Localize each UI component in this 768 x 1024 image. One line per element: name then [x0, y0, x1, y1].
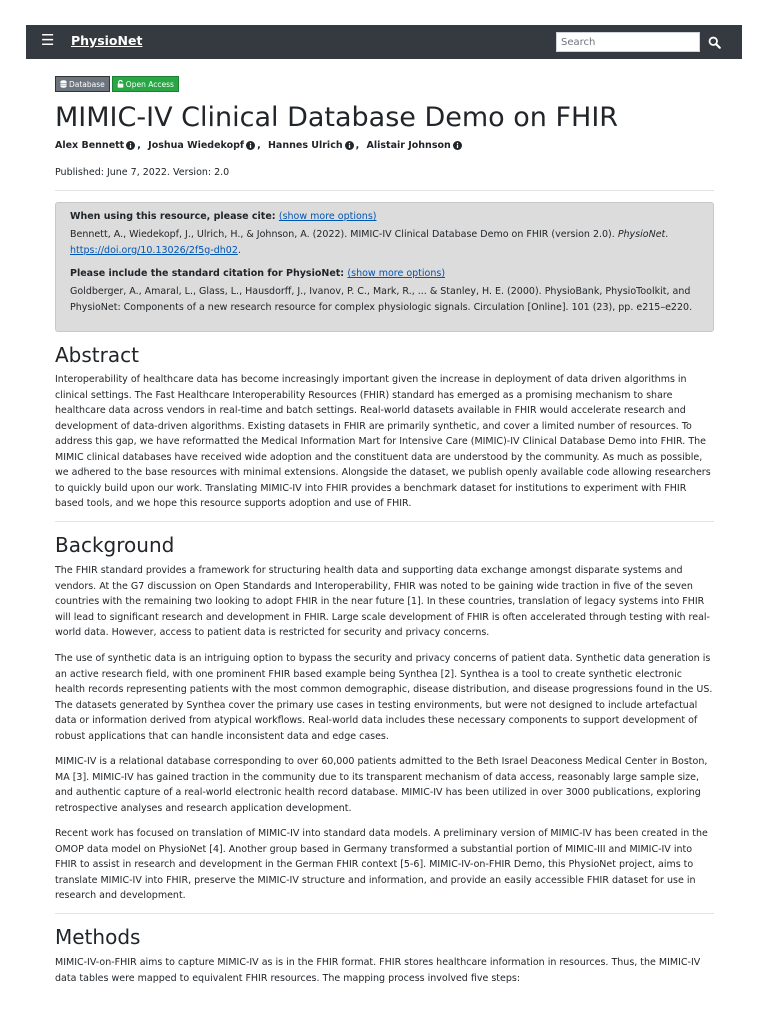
physionet-citation-text: Goldberger, A., Amaral, L., Glass, L., Hausdorff, J., Ivanov, P. C., Mark, R., ... & Stanley, H. E. (2000). PhysioBank, PhysioToolkit, and PhysioNet: Components of a new research resource for complex physiologic signals. Circulation [Online]. 101 (23), pp. e215–e220. [70, 286, 693, 313]
resource-citation-heading: When using this resource, please cite: (show more options) [70, 211, 377, 222]
divider [55, 913, 714, 914]
divider [55, 521, 714, 522]
show-more-options-link[interactable]: (show more options) [278, 211, 377, 222]
navbar [26, 25, 742, 59]
menu-icon[interactable]: ☰ [41, 31, 55, 49]
page-title: MIMIC-IV Clinical Database Demo on FHIR [55, 102, 619, 133]
physionet-citation-heading: Please include the standard citation for PhysioNet: (show more options) [70, 268, 446, 279]
database-icon [60, 80, 67, 88]
unlock-icon [117, 80, 124, 88]
author-name: Hannes Ulrich [267, 140, 343, 151]
info-circle-icon[interactable] [453, 141, 462, 150]
author-name: Joshua Wiedekopf [148, 140, 245, 151]
database-badge-label: Database [69, 80, 105, 89]
abstract-text: Interoperability of healthcare data has become increasingly important given the increase in deployment of data driven algorithms in clinical settings. The Fast Healthcare Interoperability Resources (FHIR) standard has emerged as a promising mechanism to share healthcare data across vendors in real-time and batch settings. Real-world datasets available in FHIR would accelerate research and development of data-driven algorithms. Existing datasets in FHIR are primarily synthetic, and cover a limited number of resources. To address this gap, we have reformatted the Medical Information Mart for Intensive Care (MIMIC)-IV Clinical Database Demo into FHIR. The MIMIC clinical databases have received wide adoption and the constituent data are understood by the community. As much as possible, we adhered to the base resources with minimal extensions. Alongside the dataset, we publish openly available code allowing researchers to quickly build upon our work. Translating MIMIC-IV into FHIR provides a benchmark dataset for institutions to experiment with FHIR based tools, and we hope this resource supports adoption and use of FHIR. [55, 374, 711, 509]
abstract-heading: Abstract [55, 343, 139, 367]
author-item[interactable] [55, 140, 135, 151]
database-badge[interactable] [55, 76, 110, 92]
search-button[interactable] [708, 34, 722, 48]
background-paragraph-3: MIMIC-IV is a relational database corresponding to over 60,000 patients admitted to the Beth Israel Deaconess Medical Center in Boston, MA [3]. MIMIC-IV has gained traction in the community due to its transparent mechanism of data access, reasonably large sample size, and authentic capture of a real-world electronic health record database. MIMIC-IV has been utilized in over 3000 publications, exploring retrospective analyses and research application development. [55, 756, 708, 814]
open-access-badge[interactable] [112, 76, 179, 92]
author-name: Alex Bennett [55, 140, 125, 151]
doi-link[interactable]: https://doi.org/10.13026/2f5g-dh02 [70, 244, 238, 256]
author-item[interactable] [367, 140, 462, 151]
info-circle-icon[interactable] [126, 141, 135, 150]
search-input[interactable] [556, 32, 700, 52]
citation-box [55, 202, 714, 332]
author-item[interactable] [268, 140, 354, 151]
author-name: Alistair Johnson [366, 140, 451, 151]
author-separator: , [257, 140, 261, 151]
info-circle-icon[interactable] [345, 141, 354, 150]
brand-link[interactable]: PhysioNet [71, 33, 143, 48]
open-access-badge-label: Open Access [125, 80, 174, 89]
background-paragraph-4: Recent work has focused on translation of MIMIC-IV into standard data models. A preliminary version of MIMIC-IV has been created in the OMOP data model on PhysioNet [4]. Another group based in Germany transformed a substantial portion of MIMIC-III and MIMIC-IV into FHIR to assist in research and development in the German FHIR context [5-6]. MIMIC-IV-on-FHIR Demo, this PhysioNet project, aims to translate MIMIC-IV into FHIR, preserve the MIMIC-IV structure and information, and provide an easily accessible FHIR dataset for use in research and development. [55, 828, 708, 901]
background-paragraph-2: The use of synthetic data is an intriguing option to bypass the security and privacy concerns of patient data. Synthetic data generation is an active research field, with one prominent FHIR based example being Synthea [2]. Synthea is a tool to create synthetic electronic health records representing patients with the most common demographic, disease distribution, and disease progressions found in the US. The datasets generated by Synthea cover the primary use cases in testing environments, but were not designed to include artefactual data or information derived from atypical workflows. Real-world data includes these necessary components to support development of robust applications that can handle inconsistent data and edge cases. [55, 653, 713, 742]
search-icon [708, 36, 721, 49]
methods-heading: Methods [55, 925, 141, 949]
journal-name: PhysioNet [617, 229, 666, 240]
published-date: Published: June 7, 2022. Version: 2.0 [55, 167, 230, 178]
author-separator: , [137, 140, 141, 151]
info-circle-icon[interactable] [246, 141, 255, 150]
methods-text: MIMIC-IV-on-FHIR aims to capture MIMIC-IV as is in the FHIR format. FHIR stores healthcare information in resources. Thus, the MIMIC-IV data tables were mapped to equivalent FHIR resources. The mapping process involved five steps: [55, 957, 701, 984]
resource-badges [55, 76, 181, 92]
background-heading: Background [55, 533, 175, 557]
divider [55, 190, 714, 191]
author-item[interactable] [148, 140, 255, 151]
show-more-options-link[interactable]: (show more options) [347, 268, 446, 279]
author-separator: , [355, 140, 360, 151]
resource-citation-text: Bennett, A., Wiedekopf, J., Ulrich, H., & Johnson, A. (2022). MIMIC-IV Clinical Database Demo on FHIR (version 2.0). PhysioNet. https://doi.org/10.13026/2f5g-dh02. [70, 229, 669, 256]
background-paragraph-1: The FHIR standard provides a framework for structuring health data and supporting data exchange amongst disparate systems and vendors. At the G7 discussion on Open Standards and Interoperability, FHIR was noted to be gaining wide traction in five of the seven countries with the remaining two looking to adopt FHIR in the near future [1]. In these countries, translation of legacy systems into FHIR will lead to significant research and development in FHIR. Large scale development of FHIR is often accelerated through testing with real-world data. However, access to patient data is restricted for security and privacy concerns. [55, 565, 710, 638]
author-list [55, 140, 464, 151]
